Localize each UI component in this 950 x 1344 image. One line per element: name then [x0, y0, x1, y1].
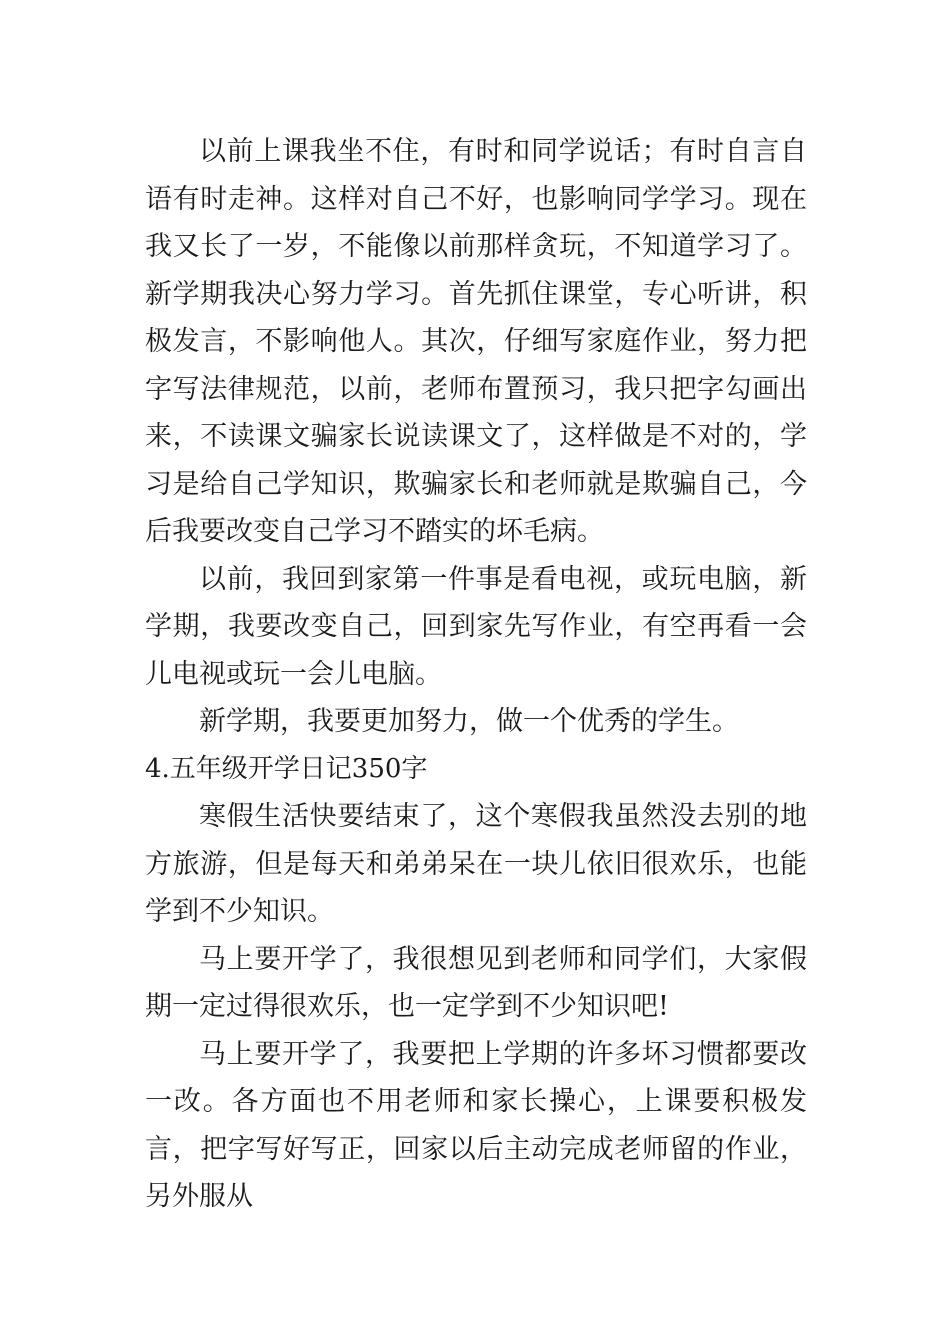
paragraph-winter-break: 寒假生活快要结束了，这个寒假我虽然没去别的地方旅游，但是每天和弟弟呆在一块儿依旧很欢乐，也能学到不少知识。: [145, 801, 807, 927]
paragraph-after-school: 以前，我回到家第一件事是看电视，或玩电脑，新学期，我要改变自己，回到家先写作业，有空再看一会儿电视或玩一会儿电脑。: [145, 563, 807, 690]
paragraph-miss-classmates: 马上要开学了，我很想见到老师和同学们，大家假期一定过得很欢乐，也一定学到不少知识吧!: [145, 943, 807, 1022]
paragraph-change-habits: 马上要开学了，我要把上学期的许多坏习惯都要改一改。各方面也不用老师和家长操心，上课要积极发言，把字写好写正，回家以后主动完成老师留的作业，另外服从: [145, 1038, 807, 1212]
paragraph-study-habits: 以前上课我坐不住，有时和同学说话；有时自言自语有时走神。这样对自己不好，也影响同学学习。现在我又长了一岁，不能像以前那样贪玩，不知道学习了。新学期我决心努力学习。首先抓住课堂，专心听讲，积极发言，不影响他人。其次，仔细写家庭作业，努力把字写法律规范，以前，老师布置预习，我只把字勾画出来，不读课文骗家长说读课文了，这样做是不对的，学习是给自己学知识，欺骗家长和老师就是欺骗自己，今后我要改变自己学习不踏实的坏毛病。: [145, 136, 807, 547]
paragraph-new-term-resolve: 新学期，我要更加努力，做一个优秀的学生。: [199, 706, 739, 737]
document-body: [145, 128, 807, 1221]
section-heading: 4.五年级开学日记350字: [145, 753, 428, 784]
